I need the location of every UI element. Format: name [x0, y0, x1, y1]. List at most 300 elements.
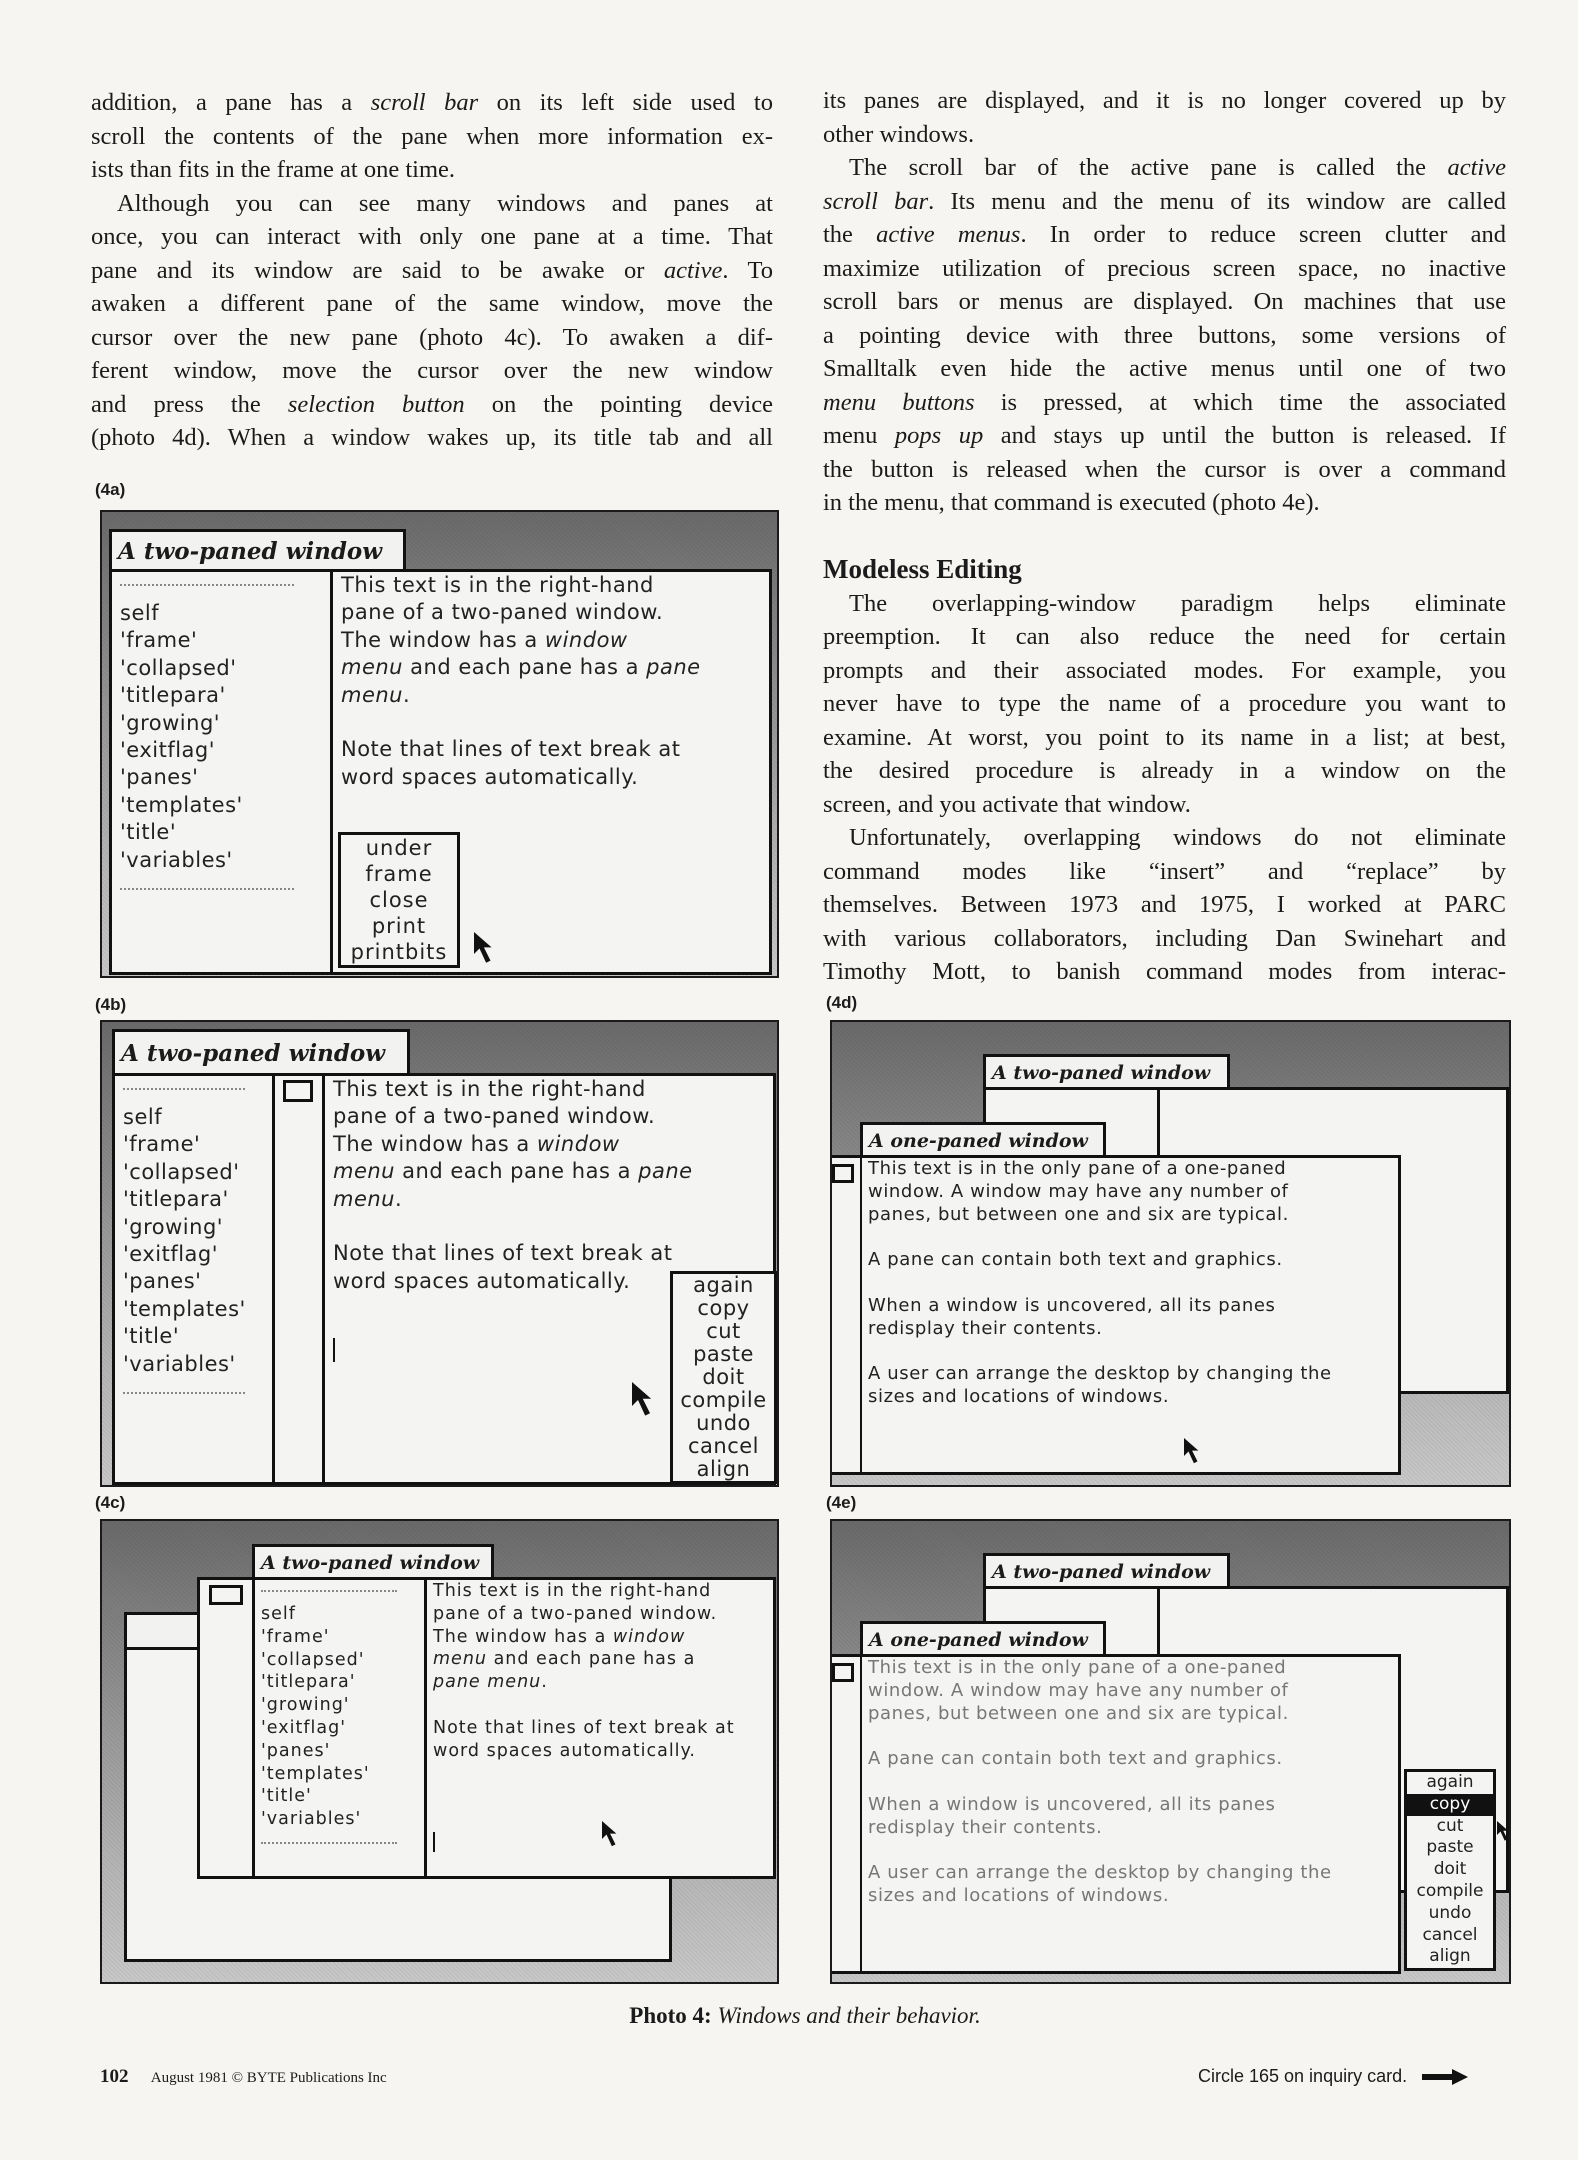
list-item[interactable]: 'panes' [123, 1269, 202, 1294]
text-run: A pane can contain both text and graphics. [868, 1249, 1283, 1271]
text-line [868, 1272, 1332, 1295]
list-item[interactable]: 'panes' [120, 765, 199, 790]
text-run: A user can arrange the desktop by changing the [868, 1862, 1332, 1884]
caption-text: Windows and their behavior. [717, 2003, 981, 2028]
text-line [823, 486, 1506, 520]
text-line [823, 218, 1506, 252]
text-line [433, 1648, 735, 1671]
text-run: is pressed, at which time the associated [974, 388, 1506, 416]
window-title-tab[interactable] [983, 1054, 1230, 1087]
text-line [341, 654, 701, 681]
text-run: The scroll bar of the active pane is called the [849, 154, 1448, 181]
list-item[interactable]: 'variables' [123, 1351, 236, 1376]
list-item[interactable]: self [120, 601, 160, 625]
window-title-tab[interactable] [860, 1621, 1106, 1654]
menu-item-align[interactable]: align [1429, 1946, 1471, 1967]
photo-label-4c: (4c) [95, 1493, 126, 1512]
window-title-tab[interactable] [983, 1553, 1230, 1586]
text-line [868, 1158, 1332, 1181]
text-run: . [395, 1186, 403, 1211]
list-item[interactable]: 'variables' [120, 847, 233, 872]
page-number: 102 [100, 2066, 129, 2087]
text-run: cursor over the new pane (photo 4c). To awaken a dif- [91, 323, 773, 351]
text-run: in the menu, that command is executed (photo 4e). [823, 489, 1320, 516]
text-line [823, 855, 1506, 889]
text-run: This text is in the right-hand [433, 1581, 712, 1601]
list-item[interactable]: 'growing' [123, 1214, 224, 1239]
list-item[interactable]: 'frame' [123, 1132, 201, 1157]
text-line [433, 1671, 735, 1694]
one-paned-window [830, 1155, 1401, 1475]
paragraph [823, 151, 1506, 520]
text-line [823, 84, 1506, 118]
text-run: the button is released when the cursor is over a command [823, 455, 1506, 483]
text-run: This text is in the right-hand [341, 573, 654, 597]
text-run: pane of a two-paned window. [341, 600, 664, 625]
list-pane[interactable] [115, 1076, 275, 1482]
text-line [868, 1748, 1332, 1771]
menu-item-doit[interactable]: doit [1433, 1859, 1467, 1880]
text-line [341, 572, 701, 599]
list-item[interactable]: 'collapsed' [261, 1649, 365, 1670]
text-run: This text is in the only pane of a one-paned [868, 1158, 1287, 1179]
menu-item-undo[interactable]: undo [696, 1411, 751, 1435]
text-line [91, 120, 773, 154]
scroll-thumb[interactable] [209, 1585, 243, 1605]
menu-item-frame[interactable]: frame [365, 862, 433, 886]
list-separator [123, 1088, 245, 1090]
scroll-bar[interactable] [275, 1076, 325, 1482]
pane-menu-popup [1404, 1769, 1496, 1971]
list-item[interactable]: 'title' [261, 1786, 312, 1807]
text-line [868, 1249, 1332, 1272]
text-line [333, 1186, 693, 1213]
list-item[interactable]: 'exitflag' [120, 737, 216, 762]
one-paned-window [830, 1654, 1401, 1974]
text-run: its panes are displayed, and it is no longer covered up by [823, 87, 1506, 114]
text-run: sizes and locations of windows. [868, 1884, 1170, 1906]
text-line [868, 1363, 1332, 1386]
text-run: addition, a pane has a [91, 89, 371, 116]
text-run: and each pane has a [487, 1649, 696, 1670]
italic-text: menu [333, 1159, 395, 1184]
text-run: word spaces automatically. [333, 1268, 631, 1293]
text-line [341, 736, 701, 763]
list-separator [120, 888, 294, 890]
italic-text: active menus [876, 221, 1021, 248]
menu-item-cut[interactable]: cut [1436, 1815, 1464, 1836]
text-line [868, 1295, 1332, 1318]
photo-label-4d: (4d) [826, 993, 858, 1012]
text-run: panes, but between one and six are typical. [868, 1702, 1289, 1724]
text-line [823, 352, 1506, 386]
text-run: Although you can see many windows and panes at [117, 189, 773, 217]
window-title: A one-paned window [869, 1130, 1088, 1152]
text-run: and each pane has a [395, 1159, 639, 1184]
window-title: A two-paned window [121, 1040, 386, 1067]
text-line [91, 86, 773, 120]
window-title: A two-paned window [992, 1561, 1211, 1583]
italic-text: active [1447, 154, 1506, 181]
list-item[interactable]: 'frame' [261, 1626, 330, 1647]
text-run: This text is in the right-hand [333, 1077, 646, 1101]
list-item[interactable]: 'collapsed' [120, 655, 237, 680]
text-line [91, 287, 773, 321]
text-run: A user can arrange the desktop by changing the [868, 1363, 1332, 1385]
text-run: the desired procedure is already in a window on the [823, 757, 1506, 784]
list-content [123, 1088, 267, 1394]
mouse-cursor-icon [1184, 1438, 1200, 1465]
window-menu-popup [338, 832, 460, 968]
text-line [91, 354, 773, 388]
menu-item-cancel[interactable]: cancel [687, 1434, 760, 1458]
issue-credit: August 1981 © BYTE Publications Inc [150, 2070, 387, 2086]
list-item[interactable]: self [123, 1105, 163, 1129]
italic-text: menu [341, 682, 403, 707]
text-run: preemption. It can also reduce the need for certain [823, 623, 1506, 650]
menu-item-compile[interactable]: compile [680, 1388, 767, 1412]
text-line [823, 922, 1506, 956]
text-run: and each pane has a [403, 655, 647, 680]
scroll-thumb[interactable] [832, 1663, 854, 1682]
text-run: awaken a different pane of the same window, move the [91, 290, 773, 317]
pane-text [341, 572, 701, 791]
text-run: on its left side used to [478, 89, 773, 116]
text-run: Timothy Mott, to banish command modes from interac- [823, 958, 1506, 985]
mouse-cursor-icon [474, 932, 494, 965]
menu-item-under[interactable]: under [365, 836, 433, 860]
italic-text: pops up [894, 422, 984, 449]
list-item[interactable]: 'exitflag' [261, 1717, 347, 1738]
text-line [341, 764, 701, 791]
photo-label-4b: (4b) [95, 995, 127, 1014]
text-line [91, 254, 773, 288]
list-item[interactable]: 'variables' [261, 1809, 362, 1830]
photo-4d [830, 1020, 1511, 1487]
text-line [823, 821, 1506, 855]
paragraph [823, 821, 1506, 989]
italic-text: menu [333, 1186, 395, 1211]
menu-item-close[interactable]: close [369, 888, 429, 912]
text-line [823, 386, 1506, 420]
photo-4c [100, 1519, 779, 1984]
text-line [868, 1817, 1332, 1840]
text-run: This text is in the only pane of a one-paned [868, 1657, 1287, 1678]
pane-text [433, 1580, 735, 1762]
text-line [91, 220, 773, 254]
text-run: pane of a two-paned window. [433, 1603, 718, 1624]
italic-text: menu [341, 655, 403, 680]
window-title-tab[interactable] [109, 529, 406, 569]
text-caret [433, 1832, 435, 1852]
photo-4a [100, 510, 779, 978]
window-title: A one-paned window [869, 1629, 1088, 1651]
menu-item-again[interactable]: again [693, 1273, 754, 1297]
menu-item-again[interactable]: again [1426, 1772, 1474, 1792]
text-pane[interactable] [427, 1580, 773, 1876]
list-item[interactable]: 'templates' [261, 1763, 370, 1784]
text-line [333, 1131, 693, 1158]
selector-list [120, 600, 325, 874]
window-title: A two-paned window [261, 1552, 480, 1574]
italic-text: scroll bar [823, 187, 929, 215]
inquiry-note: Circle 165 on inquiry card. [1198, 2066, 1408, 2086]
text-line [341, 599, 701, 626]
right-arrow-icon [1422, 2069, 1468, 2085]
text-line [823, 151, 1506, 185]
italic-text: selection button [287, 390, 465, 418]
text-run: Note that lines of text break at [433, 1717, 735, 1738]
menu-item-paste[interactable]: paste [693, 1342, 754, 1366]
menu-item-undo[interactable]: undo [1428, 1902, 1472, 1923]
text-line [823, 788, 1506, 822]
text-run: scroll bars or menus are displayed. On machines that use [823, 288, 1506, 315]
list-item[interactable]: 'templates' [120, 792, 243, 817]
menu-item-printbits[interactable]: printbits [350, 940, 448, 964]
text-run: ferent window, move the cursor over the new window [91, 357, 773, 384]
text-run: and press the [91, 390, 288, 418]
text-run: . To [722, 256, 774, 284]
text-run: the [823, 221, 877, 248]
scroll-bar[interactable] [200, 1580, 255, 1876]
text-run: sizes and locations of windows. [868, 1385, 1170, 1407]
list-item[interactable]: 'panes' [261, 1740, 331, 1761]
list-item[interactable]: 'title' [123, 1324, 180, 1349]
text-run: a pointing device with three buttons, some versions of [823, 321, 1506, 349]
text-run: The overlapping-window paradigm helps eliminate [849, 589, 1506, 617]
text-line [823, 587, 1506, 621]
text-line [433, 1717, 735, 1740]
list-separator [261, 1590, 397, 1592]
list-content [261, 1590, 421, 1844]
text-run: . [541, 1672, 548, 1693]
text-run: maximize utilization of precious screen space, no inactive [823, 254, 1506, 282]
text-line [823, 419, 1506, 453]
text-line [823, 955, 1506, 989]
text-run: window. A window may have any number of [868, 1679, 1289, 1701]
list-item[interactable]: 'growing' [261, 1695, 350, 1716]
menu-item-cut[interactable]: cut [706, 1319, 741, 1343]
selector-list [123, 1104, 267, 1378]
text-line [868, 1771, 1332, 1794]
text-line [823, 721, 1506, 755]
text-run: Note that lines of text break at [341, 737, 681, 762]
list-item[interactable]: self [261, 1604, 296, 1624]
text-line [868, 1181, 1332, 1204]
text-run: once, you can interact with only one pane at a time. That [91, 223, 773, 250]
photo-4b [100, 1020, 779, 1487]
italic-text: window [612, 1626, 686, 1647]
photo-label-4e: (4e) [826, 1493, 857, 1512]
text-line [868, 1318, 1332, 1341]
text-line [91, 421, 773, 455]
window-title-tab[interactable] [112, 1029, 410, 1073]
text-line [333, 1240, 693, 1267]
pane-text [868, 1657, 1332, 1908]
text-pane[interactable] [860, 1158, 1398, 1472]
text-run: panes, but between one and six are typical. [868, 1203, 1289, 1225]
list-item[interactable]: 'templates' [123, 1296, 246, 1321]
paragraph [91, 187, 773, 455]
figure-caption [0, 2003, 1578, 2029]
text-run: word spaces automatically. [433, 1740, 696, 1761]
photo-label-4a: (4a) [95, 480, 126, 499]
text-line [433, 1603, 735, 1626]
text-line [823, 118, 1506, 152]
text-line [823, 185, 1506, 219]
menu-item-doit[interactable]: doit [702, 1365, 745, 1389]
text-line [868, 1885, 1332, 1908]
text-line [433, 1580, 735, 1603]
text-run: Unfortunately, overlapping windows do not eliminate [849, 824, 1506, 851]
list-item[interactable]: 'exitflag' [123, 1241, 219, 1266]
pane-text [868, 1158, 1332, 1409]
text-line [868, 1839, 1332, 1862]
footer-left [100, 2066, 387, 2088]
menu-item-copy[interactable]: copy [697, 1296, 750, 1320]
text-line [868, 1386, 1332, 1409]
text-run: . [403, 682, 411, 707]
text-run: ists than fits in the frame at one time. [91, 156, 456, 183]
text-line [823, 687, 1506, 721]
window-title: A two-paned window [992, 1062, 1211, 1084]
text-run: with various collaborators, including Dan Swinehart and [823, 924, 1506, 952]
pane-text [333, 1076, 693, 1295]
text-run: never have to type the name of a procedure you want to [823, 690, 1506, 717]
text-line [823, 754, 1506, 788]
scroll-thumb[interactable] [832, 1164, 854, 1183]
text-line [91, 388, 773, 422]
text-line [823, 453, 1506, 487]
window-title-tab[interactable] [252, 1544, 494, 1577]
italic-text: pane menu [433, 1672, 542, 1693]
text-run: pane and its window are said to be awake or [91, 256, 664, 284]
text-line [868, 1226, 1332, 1249]
italic-text: menu [433, 1649, 487, 1670]
scroll-thumb[interactable] [283, 1080, 313, 1102]
text-line [91, 187, 773, 221]
text-run: redisplay their contents. [868, 1317, 1103, 1339]
text-run: The window has a [433, 1626, 613, 1647]
list-item[interactable]: 'growing' [120, 710, 221, 735]
text-line [823, 319, 1506, 353]
text-line [823, 888, 1506, 922]
list-separator [261, 1842, 397, 1844]
caption-label: Photo 4: [629, 2003, 712, 2028]
text-run: examine. At worst, you point to its name in a list; at best, [823, 723, 1506, 751]
list-item[interactable]: 'frame' [120, 628, 198, 653]
list-separator [120, 584, 294, 586]
text-pane[interactable] [860, 1657, 1398, 1971]
italic-text: pane [638, 1159, 693, 1184]
text-run: window. A window may have any number of [868, 1180, 1289, 1202]
list-pane[interactable] [112, 572, 333, 972]
text-line [433, 1740, 735, 1763]
menu-item-cancel[interactable]: cancel [1422, 1924, 1478, 1945]
menu-item-copy[interactable]: copy [1407, 1794, 1493, 1816]
list-item[interactable]: 'title' [120, 820, 177, 845]
list-item[interactable]: 'titlepara' [120, 683, 226, 708]
paragraph [823, 84, 1506, 151]
text-run: scroll the contents of the pane when more information ex- [91, 122, 773, 150]
mouse-cursor-icon [1497, 1821, 1510, 1842]
photo-4e [830, 1519, 1511, 1984]
mouse-cursor-icon [632, 1382, 654, 1418]
menu-item-paste[interactable]: paste [1426, 1837, 1474, 1858]
text-run: word spaces automatically. [341, 764, 639, 789]
italic-text: menu buttons [823, 388, 975, 416]
text-line [868, 1657, 1332, 1680]
text-line [333, 1158, 693, 1185]
paragraph [823, 587, 1506, 822]
paragraph [91, 86, 773, 187]
text-run: screen, and you activate that window. [823, 790, 1191, 818]
list-item[interactable]: 'titlepara' [261, 1672, 356, 1693]
text-line [433, 1626, 735, 1649]
text-run: on the pointing device [464, 390, 773, 418]
text-run: command modes like “insert” and “replace” by [823, 857, 1506, 885]
text-line [91, 321, 773, 355]
list-item[interactable]: 'collapsed' [123, 1159, 240, 1184]
text-line [333, 1076, 693, 1103]
text-caret [333, 1338, 335, 1362]
text-run: (photo 4d). When a window wakes up, its title tab and all [91, 424, 773, 451]
left-text-column [91, 86, 773, 455]
text-run: The window has a [341, 627, 545, 652]
right-text-column [823, 84, 1506, 989]
text-line [823, 654, 1506, 688]
italic-text: pane [646, 655, 701, 680]
text-run: prompts and their associated modes. For example, you [823, 656, 1506, 684]
text-line [868, 1794, 1332, 1817]
window-title: A two-paned window [118, 538, 383, 565]
text-line [433, 1694, 735, 1717]
text-line [868, 1204, 1332, 1227]
text-run: . Its menu and the menu of its window are called [928, 187, 1507, 215]
text-line [91, 153, 773, 187]
text-line [823, 620, 1506, 654]
list-item[interactable]: 'titlepara' [123, 1187, 229, 1212]
text-run: and stays up until the button is released. If [983, 422, 1506, 449]
text-line [341, 709, 701, 736]
window-title-tab[interactable] [860, 1122, 1106, 1155]
list-pane[interactable] [255, 1580, 427, 1876]
italic-text: window [536, 1131, 620, 1156]
text-run: redisplay their contents. [868, 1816, 1103, 1838]
text-run: other windows. [823, 120, 975, 148]
text-run: . In order to reduce screen clutter and [1020, 221, 1506, 248]
text-line [341, 682, 701, 709]
italic-text: scroll bar [370, 89, 479, 116]
text-run: Smalltalk even hide the active menus until one of two [823, 355, 1506, 382]
menu-item-print[interactable]: print [371, 914, 427, 938]
two-paned-window [197, 1577, 776, 1879]
text-run: menu [823, 422, 895, 449]
text-line [823, 252, 1506, 286]
menu-item-compile[interactable]: compile [1416, 1880, 1484, 1901]
italic-text: active [663, 256, 723, 284]
text-run: A pane can contain both text and graphics. [868, 1748, 1283, 1770]
text-run: themselves. Between 1973 and 1975, I worked at PARC [823, 891, 1506, 918]
text-run: When a window is uncovered, all its panes [868, 1793, 1276, 1815]
text-line [341, 627, 701, 654]
section-heading: Modeless Editing [823, 554, 1022, 584]
text-line [868, 1725, 1332, 1748]
text-line [333, 1103, 693, 1130]
menu-item-align[interactable]: align [696, 1457, 751, 1481]
text-line [333, 1213, 693, 1240]
list-content [120, 584, 325, 890]
